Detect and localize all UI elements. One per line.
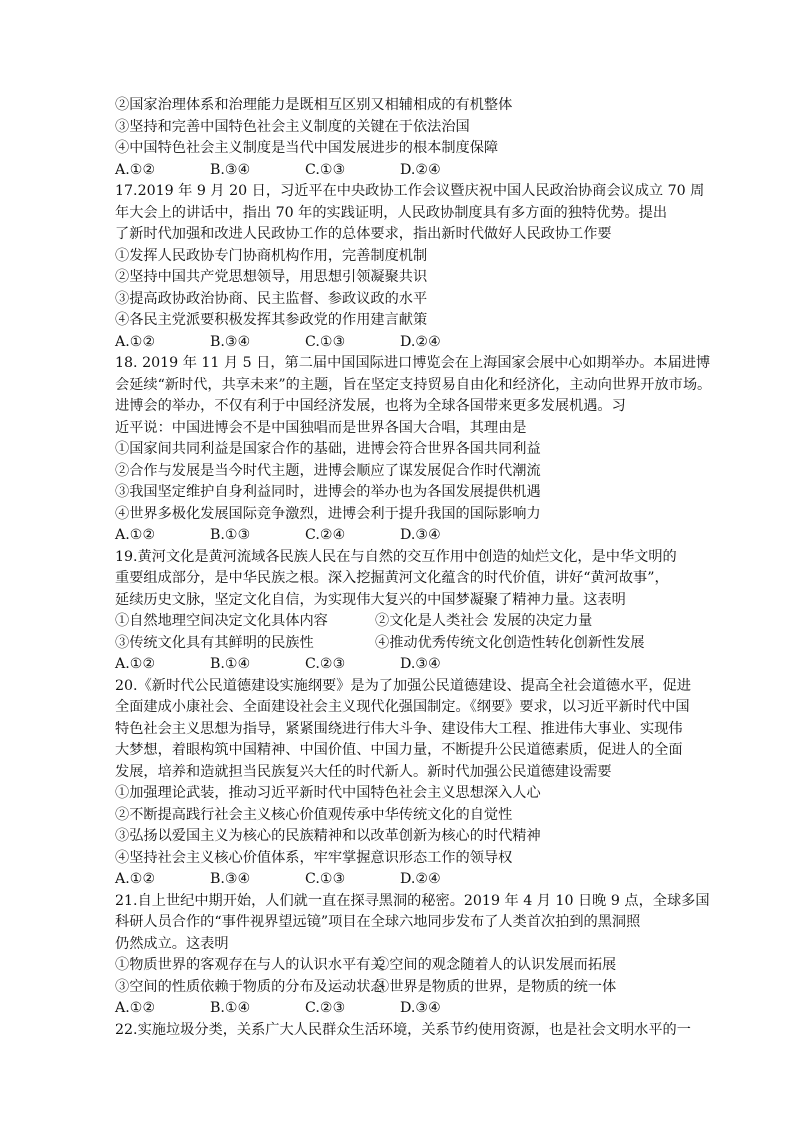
text-line: 了新时代加强和改进人民政协工作的总体要求，指出新时代做好人民政协工作要 — [115, 226, 612, 242]
answer-option-b: B.③④ — [210, 333, 251, 350]
text-line: ③我国坚定维护自身利益同时，进博会的举办也为各国发展提供机遇 — [115, 484, 541, 500]
statement-left: ①物质世界的客观存在与人的认识水平有关 — [115, 957, 385, 973]
statement-left: ③传统文化具有其鲜明的民族性 — [115, 634, 314, 651]
answer-option-c: C.②④ — [305, 527, 346, 543]
text-line: ③提高政协政治协商、民主监督、参政议政的水平 — [115, 290, 428, 307]
statement-pair — [115, 633, 685, 655]
question-content — [115, 95, 712, 1041]
answer-option-a: A.①② — [115, 656, 156, 672]
text-line: 19.黄河文化是黄河流域各民族人民在与自然的交互作用中创造的灿烂文化，是中华文明的 — [115, 548, 677, 565]
text-line: 年大会上的讲话中，指出 70 年的实践证明，人民政协制度具有多方面的独特优势。提出 — [115, 204, 668, 221]
text-line: 延续历史文脉，坚定文化自信，为实现伟大复兴的中国梦凝聚了精神力量。这表明 — [115, 591, 626, 608]
statement-pair — [115, 611, 685, 633]
answer-option-d: D.③④ — [400, 527, 441, 543]
statement-pair — [115, 977, 685, 999]
text-line: ④世界多极化发展国际竞争激烈，进博会利于提升我国的国际影响力 — [115, 505, 541, 522]
text-line: 20.《新时代公民道德建设实施纲要》是为了加强公民道德建设、提高全社会道德水平，促进 — [115, 677, 691, 694]
text-line: 重要组成部分，是中华民族之根。深入挖掘黄河文化蕴含的时代价值，讲好“黄河故事”， — [115, 570, 669, 586]
text-line: 大梦想，着眼构筑中国精神、中国价值、中国力量，不断提升公民道德素质，促进人的全面 — [115, 742, 683, 758]
answer-option-c: C.②③ — [305, 656, 346, 672]
statement-pair — [115, 955, 685, 977]
text-line: ①国家间共同利益是国家合作的基础，进博会符合世界各国共同利益 — [115, 441, 541, 457]
text-line: 仍然成立。这表明 — [115, 935, 229, 952]
text-line: ①发挥人民政协专门协商机构作用，完善制度机制 — [115, 247, 428, 264]
statement-left: ①自然地理空间决定文化具体内容 — [115, 613, 328, 629]
answer-option-d: D.②④ — [400, 161, 441, 178]
text-line: 全面建成小康社会、全面建设社会主义现代化强国制定。《纲要》要求，以习近平新时代中国 — [115, 699, 690, 715]
text-line: 进博会的举办，不仅有利于中国经济发展，也将为全球各国带来更多发展机遇。习 — [115, 398, 626, 414]
answer-option-d: D.③④ — [400, 1000, 441, 1016]
answer-option-b: B.①③ — [210, 527, 251, 543]
text-line: 科研人员合作的“事件视界望远镜”项目在全球六地同步发布了人类首次拍到的黑洞照 — [115, 914, 641, 930]
answer-option-a: A.①② — [115, 161, 156, 178]
statement-right: ④世界是物质的世界，是物质的统一体 — [375, 978, 617, 995]
text-line: 发展，培养和造就担当民族复兴大任的时代新人。新时代加强公民道德建设需要 — [115, 763, 612, 780]
statement-right: ②空间的观念随着人的认识发展而拓展 — [375, 957, 617, 973]
text-line: 21.自上世纪中期开始，人们就一直在探寻黑洞的秘密。2019 年 4 月 10 日晚 9 点，全球多国 — [115, 892, 710, 909]
text-line: 18. 2019 年 11 月 5 日，第二届中国国际进口博览会在上海国家会展中心如期举办。本届进博 — [115, 355, 711, 371]
text-line: ②坚持中国共产党思想领导，用思想引领凝聚共识 — [115, 269, 428, 285]
text-line: ①加强理论武装，推动习近平新时代中国特色社会主义思想深入人心 — [115, 785, 541, 801]
text-line: 17.2019 年 9 月 20 日，习近平在中央政协工作会议暨庆祝中国人民政治协商会议成立 70 周 — [115, 183, 705, 199]
text-line: ②不断提高践行社会主义核心价值观传承中华传统文化的自觉性 — [115, 806, 513, 823]
answer-option-c: C.①③ — [305, 161, 346, 178]
text-line: 会延续“新时代，共享未来”的主题，旨在坚定支持贸易自由化和经济化，主动向世界开放市场。 — [115, 376, 712, 393]
text-line: ②国家治理体系和治理能力是既相互区别又相辅相成的有机整体 — [115, 97, 513, 113]
answer-option-b: B.①④ — [210, 1000, 251, 1016]
answer-option-c: C.②③ — [305, 1000, 346, 1016]
answer-option-d: D.②④ — [400, 333, 441, 350]
statement-left: ③空间的性质依赖于物质的分布及运动状态 — [115, 978, 385, 995]
answer-options — [115, 654, 685, 676]
text-line: ②合作与发展是当今时代主题，进博会顺应了谋发展促合作时代潮流 — [115, 462, 541, 479]
answer-options — [115, 525, 685, 547]
text-line: 22.实施垃圾分类，关系广大人民群众生活环境，关系节约使用资源，也是社会文明水平的一 — [115, 1021, 691, 1038]
answer-option-b: B.①④ — [210, 656, 251, 672]
answer-option-a: A.①② — [115, 333, 156, 350]
text-line: ④中国特色社会主义制度是当代中国发展进步的根本制度保障 — [115, 140, 499, 156]
answer-option-a: A.①② — [115, 871, 156, 887]
answer-option-a: A.①② — [115, 1000, 156, 1016]
answer-options — [115, 998, 685, 1020]
answer-option-a: A.①② — [115, 527, 156, 543]
answer-options — [115, 869, 685, 891]
text-line: 特色社会主义思想为指导，紧紧围绕进行伟大斗争、建设伟大工程、推进伟大事业、实现伟 — [115, 720, 683, 737]
answer-option-d: D.③④ — [400, 656, 441, 672]
answer-options — [115, 160, 685, 182]
text-line: ④各民主党派要积极发挥其参政党的作用建言献策 — [115, 312, 428, 328]
statement-right: ④推动优秀传统文化创造性转化创新性发展 — [375, 634, 645, 651]
text-line: ③坚持和完善中国特色社会主义制度的关键在于依法治国 — [115, 118, 470, 135]
text-line: 近平说：中国进博会不是中国独唱而是世界各国大合唱，其理由是 — [115, 419, 527, 436]
answer-option-c: C.①③ — [305, 333, 346, 350]
answer-option-c: C.①③ — [305, 871, 346, 887]
answer-option-b: B.③④ — [210, 161, 251, 178]
answer-option-d: D.②④ — [400, 871, 441, 887]
text-line: ④坚持社会主义核心价值体系，牢牢掌握意识形态工作的领导权 — [115, 849, 513, 866]
statement-right: ②文化是人类社会 发展的决定力量 — [375, 613, 593, 629]
answer-options — [115, 332, 685, 354]
answer-option-b: B.③④ — [210, 871, 251, 887]
text-line: ③弘扬以爱国主义为核心的民族精神和以改革创新为核心的时代精神 — [115, 828, 541, 844]
